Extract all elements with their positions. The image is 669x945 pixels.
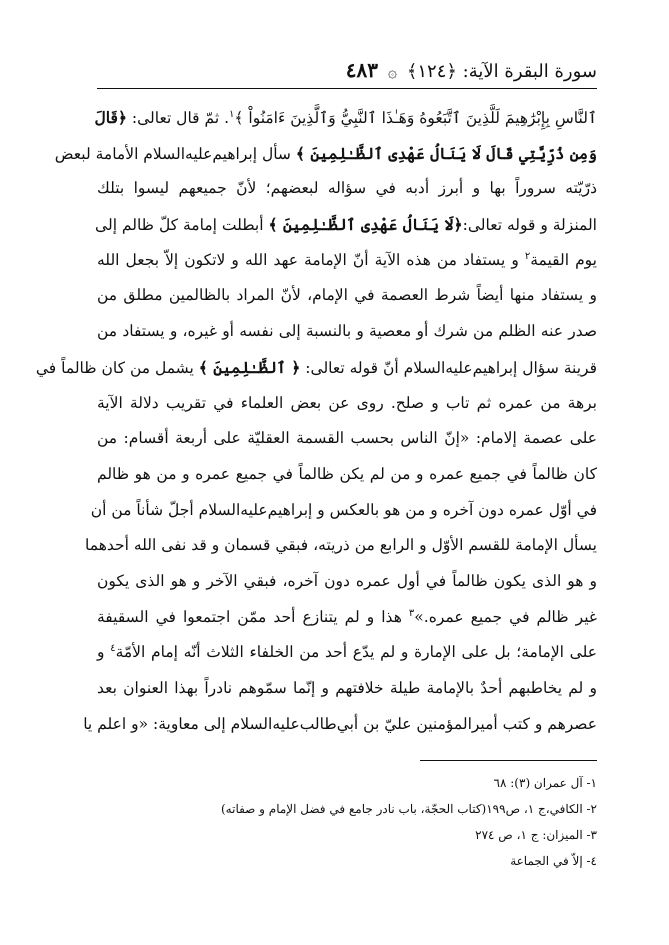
text-line — [97, 421, 597, 457]
text-segment: كان ظالماً في جميع عمره و من لم يكن ظالماً في جميع عمره و من هو ظالم — [97, 464, 597, 483]
text-segment: يسأل الإمامة للقسم الأوّل و الرابع من ذريته، فبقي قسمان و قد نفى الله أحدهما — [85, 536, 597, 555]
text-segment: و لم يخاطبهم أحدٌ بالإمامة طيلة خلافتهم و إنّما سمّوهم نادراً بهذا العنوان بعد — [97, 679, 597, 697]
text-segment: و — [97, 643, 111, 662]
text-line — [94, 100, 597, 136]
footnote: ٣- الميزان: ج ١، ص ٢٧٤ — [475, 828, 597, 842]
footnote-ref: ١ — [229, 108, 235, 120]
footnote: ٤- إلاّ في الجماعة — [510, 854, 597, 868]
text-segment: و هو الذى يكون ظالماً في أول عمره دون آخره، فبقي الآخر و هو الذى يكون — [97, 571, 597, 590]
text-segment: برهة من عمره ثم تاب و صلح. روى عن بعض العلماء في تقريب دلالة الآية — [97, 393, 597, 412]
text-segment: عصرهم و كتب أميرالمؤمنين عليّ بن أبي‌طالب‌عليه‌السلام إلى معاوية: «و اعلم يا — [83, 714, 597, 733]
text-line — [97, 600, 597, 636]
footnote-ref: ٣ — [408, 607, 415, 619]
text-segment: . ثمّ قال تعالى: — [126, 109, 229, 127]
text-line — [97, 564, 597, 600]
footnote-rule — [420, 760, 597, 761]
text-segment: في أوّل عمره دون آخره و من هو بالعكس و إبراهيم‌عليه‌السلام أجلّ شأناً من أن — [90, 500, 597, 519]
text-line — [97, 457, 597, 493]
text-segment: على الإمامة؛ بل على الإمارة و لم يدّع أحد من الخلفاء الثلاث أنّه إمام الأمّة — [115, 643, 597, 662]
text-line — [97, 243, 597, 279]
text-line — [97, 207, 597, 243]
quran-quote: ﴿قَالَ — [94, 108, 127, 127]
quran-quote: ﴿ ٱلظَّـٰلِمِينَ ﴾ — [198, 357, 301, 377]
text-line — [35, 350, 597, 386]
text-line — [83, 707, 597, 743]
text-line — [97, 635, 597, 671]
text-line — [97, 278, 597, 314]
text-segment: قرينة سؤال إبراهيم‌عليه‌السلام أنّ قوله تعالى: — [300, 358, 597, 377]
footnote: ٢- الكافي،ج ١، ص١٩٩(كتاب الحجّة، باب نادر جامع في فضل الإمام و صفاته) — [220, 802, 597, 816]
text-segment: على عصمة إلامام: «إنّ الناس بحسب القسمة العقليّة على أربعة أقسام: من — [97, 429, 597, 448]
text-segment: يشمل من كان ظالماً في — [35, 358, 199, 377]
header-rule — [97, 88, 597, 89]
text-segment: صدر عنه الظلم من شرك أو معصية و بالنسبة إلى نفسه أو غيره، و يستفاد من — [97, 322, 597, 341]
footnotes — [97, 770, 597, 874]
text-line — [85, 528, 597, 564]
text-segment: و يستفاد من هذه الآية أنّ الإمامة عهد الله و لاتكون إلاّ بجعل الله — [97, 250, 525, 269]
text-line — [90, 493, 597, 529]
text-segment: أبطلت إمامة كلّ ظالم إلى — [95, 216, 269, 235]
text-segment: هذا و لم يتنازع أحد ممّن اجتمعوا في السقيفة — [97, 607, 409, 626]
text-segment: سأل إبراهيم‌عليه‌السلام الأمامة لبعض — [54, 144, 296, 163]
body-text — [35, 100, 597, 742]
text-line — [54, 136, 597, 172]
text-segment: ذرّيّته سروراً بها و أبرز أدبه في سؤاله لبعضهم؛ لأنّ جميعهم ليسوا بتلك — [97, 179, 597, 198]
text-segment: و يستفاد منها أيضاً شرط العصمة في الإمام، لأنّ المراد بالظالمين مطلق من — [97, 286, 597, 305]
text-segment: يوم القيمة — [530, 250, 597, 269]
running-header — [346, 58, 597, 84]
text-segment: المنزلة و قوله تعالى: — [462, 216, 597, 235]
text-line — [97, 171, 597, 207]
text-segment: غير ظالم في جميع عمره.» — [414, 607, 597, 626]
text-line — [97, 671, 597, 707]
footnote-ref: ٤ — [110, 643, 116, 655]
quran-quote: ﴿لَا يَنَالُ عَهْدِى ٱلظَّـٰلِمِينَ ﴾ — [268, 215, 463, 235]
quran-quote: وَمِن ذُرِّيَّتِي قَالَ لَا يَنَالُ عَهْدِى ٱلظَّـٰلِمِينَ ﴾ — [295, 143, 597, 163]
ornament-icon: ۞ — [387, 62, 398, 81]
surah-title: سورة البقرة الآية: ﴿١٢٤﴾ — [406, 61, 597, 82]
text-segment: ٱلنَّاسِ بِإِبْرَٰهِيمَ لَلَّذِينَ ٱتَّبَعُوهُ وَهَـٰذَا ٱلنَّبِيُّ وَٱلَّذِينَ ءَامَنُواْ ﴾ — [234, 109, 597, 127]
page-number: ٤٨٣ — [345, 58, 378, 82]
footnote-ref: ٢ — [524, 250, 531, 262]
footnote: ١- آل عمران (٣): ٦٨ — [493, 776, 597, 790]
text-line — [97, 314, 597, 350]
text-line — [97, 386, 597, 422]
